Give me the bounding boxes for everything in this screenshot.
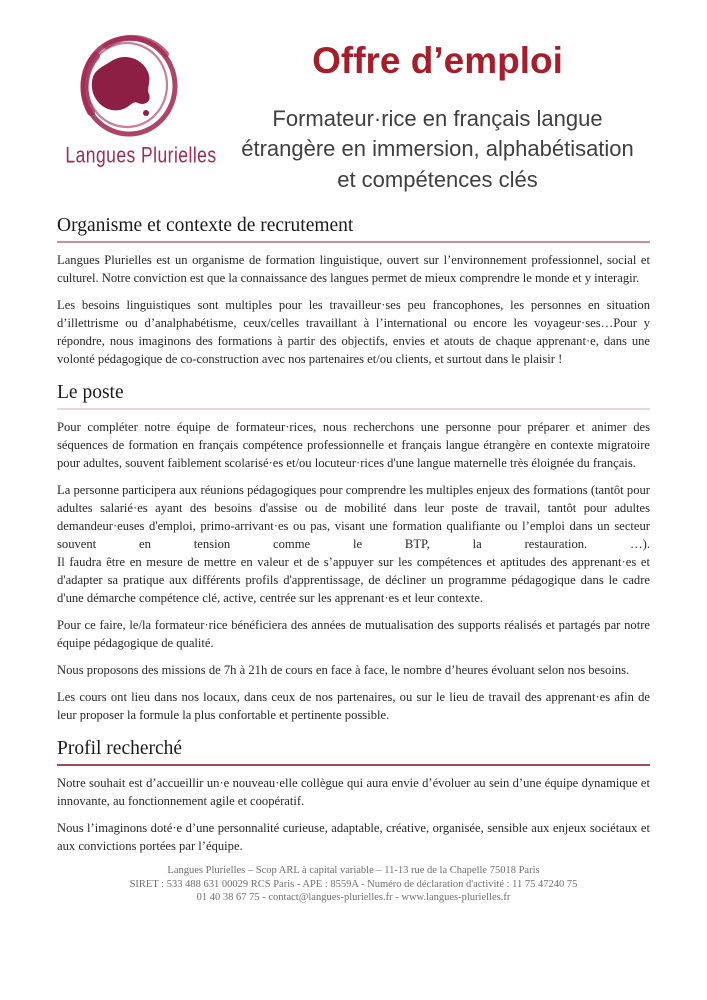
- paragraph: Nous l’imaginons doté·e d’une personnalité curieuse, adaptable, créative, organisée, sensible aux enjeux sociétaux et aux convictions portées par l’équipe.: [57, 821, 650, 854]
- section-heading-le-poste: Le poste: [57, 382, 650, 410]
- footer-address-line: Langues Plurielles – Scop ARL à capital variable – 11-13 rue de la Chapelle 75018 Paris: [167, 865, 540, 877]
- page-title: Offre d’emploi: [312, 40, 563, 81]
- section-heading-profil: Profil recherché: [57, 738, 650, 766]
- footer-contact-line: 01 40 38 67 75 - contact@langues-plurielles.fr - www.langues-plurielles.fr: [196, 892, 511, 904]
- section-heading-organisme: Organisme et contexte de recrutement: [57, 215, 650, 243]
- paragraph: Pour compléter notre équipe de formateur·rices, nous recherchons une personne pour préparer et animer des séquences de formation en français compétence professionnelle et français langue étrangère en contexte migratoire pour adultes, souvent faiblement scolarisé·es et/ou locuteur·rices d'une langue maternelle très éloignée du français.: [57, 420, 650, 471]
- document-header: [57, 30, 650, 195]
- footer-siret-line: SIRET : 533 488 631 00029 RCS Paris - APE : 8559A - Numéro de déclaration d'activité : 11 75 47240 75: [129, 878, 578, 890]
- paragraph: Nous proposons des missions de 7h à 21h de cours en face à face, le nombre d’heures évoluant selon nos besoins.: [57, 663, 630, 678]
- logo-ink-blob: [92, 57, 150, 110]
- logo-ink-circle-icon: [66, 34, 216, 142]
- paragraph: Langues Plurielles est un organisme de formation linguistique, ouvert sur l’environnement professionnel, social et culturel. Notre conviction est que la connaissance des langues permet de mieux comprendre le monde et y interagir.: [57, 253, 650, 286]
- paragraph-part-stretched: La personne participera aux réunions pédagogiques pour comprendre les multiples enjeux des formations (tantôt pour adultes salarié·es ayant des besoins d'assise ou de mobilité dans leur poste de travail, tantôt pour adultes demandeur·euses d'emploi, primo-arrivant·es ou pas, visant une formation qualifiante ou l’emploi dans un secteur souvent en tension comme le BTP, la restauration. …).: [57, 483, 650, 552]
- document-footer: [57, 864, 650, 905]
- company-logo: [57, 30, 225, 169]
- section-le-poste: [57, 382, 650, 724]
- logo-wordmark: Langues Plurielles: [65, 144, 217, 169]
- page-subtitle: Formateur·rice en français langue étrangère en immersion, alphabétisation et compétences clés: [241, 106, 634, 192]
- section-profil-recherche: [57, 738, 650, 855]
- paragraph: Notre souhait est d’accueillir un·e nouveau·elle collègue qui aura envie d’évoluer au sein d’une équipe dynamique et innovante, au fonctionnement agile et coopératif.: [57, 776, 650, 809]
- paragraph: Les cours ont lieu dans nos locaux, dans ceux de nos partenaires, ou sur le lieu de travail des apprenant·es afin de leur proposer la formule la plus confortable et pertinente possible.: [57, 690, 650, 723]
- section-organisme: [57, 215, 650, 368]
- paragraph: Les besoins linguistiques sont multiples pour les travailleur·ses peu francophones, les personnes en situation d’illettrisme ou d’analphabétisme, ceux/celles travaillant à l’international ou encore les voyageur·ses…Pour y répondre, nous imaginons des formations à partir des objectifs, envies et atouts de chaque apprenant·e, dans une volonté pédagogique de co-construction avec nos partenaires et/ou clients, et surtout dans le plaisir !: [57, 298, 650, 367]
- paragraph: [57, 481, 650, 607]
- header-titles: [225, 30, 650, 195]
- paragraph-part: Il faudra être en mesure de mettre en valeur et de s’appuyer sur les compétences et aptitudes des apprenant·es et d'adapter sa pratique aux différents profils d'apprentissage, de décliner un programme pédagogique dans le cadre d'une démarche compétence clé, active, centrée sur les apprenant·es et leur contexte.: [57, 555, 650, 606]
- paragraph: Pour ce faire, le/la formateur·rice bénéficiera des années de mutualisation des supports réalisés et partagés par notre équipe pédagogique de qualité.: [57, 618, 650, 651]
